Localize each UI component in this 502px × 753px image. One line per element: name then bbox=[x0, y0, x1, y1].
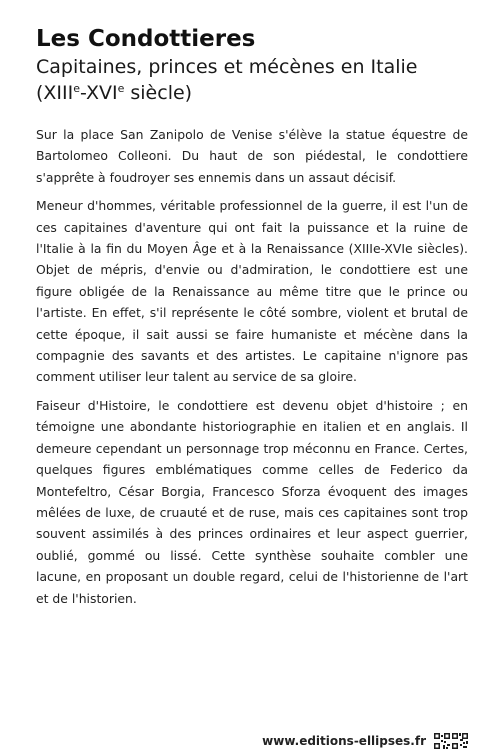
period-open: (XIII bbox=[36, 82, 74, 104]
period-mid: -XVI bbox=[80, 82, 118, 104]
header bbox=[36, 24, 476, 106]
qr-codes bbox=[434, 733, 468, 749]
period-superscript-1: e bbox=[73, 82, 81, 95]
qr-code-icon bbox=[452, 733, 468, 749]
publisher-website[interactable]: www.editions-ellipses.fr bbox=[262, 734, 426, 748]
book-subtitle: Capitaines, princes et mécènes en Italie bbox=[36, 56, 418, 78]
qr-code-icon bbox=[434, 733, 450, 749]
blurb bbox=[36, 124, 468, 616]
paragraph-2: Meneur d'hommes, véritable professionnel de la guerre, il est l'un de ces capitaines d'aventure qui ont fait la puissance et la ruine de l'Italie à la fin du Moyen Âge et à la Renaissance (XIIIe-XVIe siècles). Objet de mépris, d'envie ou d'admiration, le condottiere est une figure obligée de la Renaissance au même titre que le prince ou l'artiste. En effet, s'il représente le côté sombre, violent et brutal de cette époque, il sait aussi se faire humaniste et mécène dans la compagnie des savants et des artistes. Le capitaine n'ignore pas comment utiliser leur talent au service de sa gloire. bbox=[36, 198, 468, 385]
book-period bbox=[36, 80, 476, 106]
period-superscript-2: e bbox=[117, 82, 125, 95]
book-title: Les Condottieres bbox=[36, 26, 256, 52]
paragraph-1: Sur la place San Zanipolo de Venise s'élève la statue équestre de Bartolomeo Colleoni. Du haut de son piédestal, le condottiere s'apprête à foudroyer ses ennemis dans un assaut décisif. bbox=[36, 127, 468, 185]
period-close: siècle) bbox=[124, 82, 193, 104]
paragraph-3: Faiseur d'Histoire, le condottiere est devenu objet d'histoire ; en témoigne une abondante historiographie en italien et en anglais. Il demeure cependant un personnage trop méconnu en France. Certes, quelques figures emblématiques comme celles de Federico da Montefeltro, César Borgia, Francesco Sforza évoquent des images mêlées de luxe, de cruauté et de ruse, mais ces capitaines sont trop souvent assimilés à des princes ordinaires et leur aspect guerrier, oublié, gommé ou lissé. Cette synthèse souhaite combler une lacune, en proposant un double regard, celui de l'historienne de l'art et de l'historien. bbox=[36, 397, 468, 606]
footer bbox=[208, 732, 468, 750]
